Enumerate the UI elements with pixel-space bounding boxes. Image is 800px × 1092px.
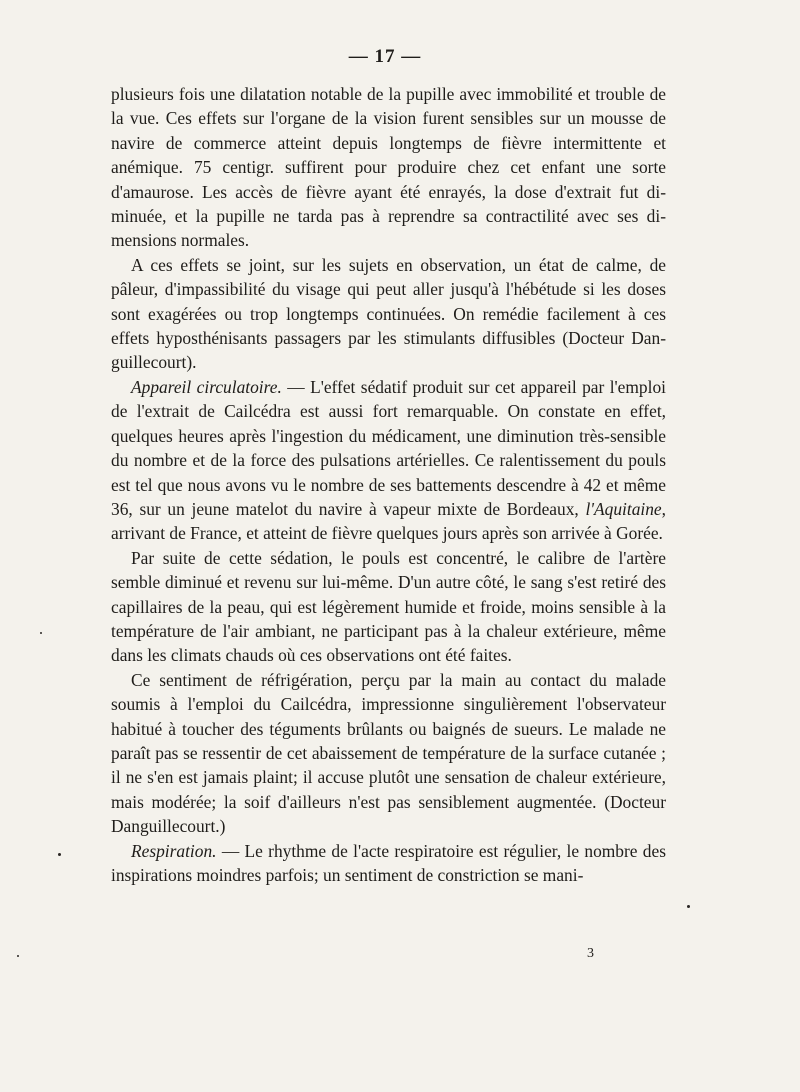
paragraph-respiration-text: — Le rhythme de l'acte respiratoire est régulier, le nombre des inspirations moindres parfois; un sentiment de constriction se mani- bbox=[111, 840, 666, 885]
page-number: — 17 — bbox=[348, 46, 422, 67]
paragraph-circulatory-text-end: , arrivant de France, et atteint de fièvre quelques jours après son arrivée à Gorée. bbox=[111, 498, 666, 544]
signature-mark: 3 bbox=[587, 946, 594, 961]
paper-speck bbox=[17, 955, 19, 957]
paragraph-circulatory-text: — L'effet sédatif produit sur cet appareil par l'emploi de l'extrait de Cailcédra est aussi fort remarquable. On constate en effet, quelques heures après l'ingestion du médicament, une diminution très-sensible du nombre et de la force des pulsations artérielles. Ce ralentissement du pouls est tel que nous avons vu le nombre de ses battements descendre à 42 et même 36, sur un jeune matelot du navire à vapeur mixte de Bordeaux, bbox=[111, 376, 666, 519]
paragraph-sedation: Par suite de cette sédation, le pouls est concentré, le calibre de l'artère semble diminué et revenu sur lui-même. D'un autre côté, le sang s'est retiré des capillaires de la peau, qui est légèrement humide et froide, moins sensible à la température de l'air ambiant, ne participant pas à la chaleur extérieure, même dans les climats chauds où ces observations ont été faites. bbox=[111, 547, 666, 666]
paper-speck bbox=[40, 632, 42, 634]
section-heading-respiration: Respiration. bbox=[131, 840, 217, 861]
section-heading-circulatory: Appareil circulatoire. bbox=[131, 376, 282, 397]
paragraph-respiration bbox=[111, 839, 666, 888]
paragraph-continuation: plusieurs fois une dilatation notable de la pupille avec immobilité et trouble de la vue. Ces effets sur l'organe de la vision furent sensibles sur un mousse de navire de commerce atteint depuis longtemps de fièvre intermittente et anémique. 75 centigr. suffirent pour produire chez cet enfant une sorte d'amaurose. Les accès de fièvre ayant été enrayés, la dose d'extrait fut diminuée, et la pupille ne tarda pas à reprendre sa contractilité avec ses dimensions normales. bbox=[111, 84, 666, 251]
paragraph-calm-effects: A ces effets se joint, sur les sujets en observation, un état de calme, de pâleur, d'impassibilité du visage qui peut aller jusqu'à l'hébétude si les doses sont exagérées ou trop longtemps continuées. On remédie facilement à ces effets hyposthénisants passagers par les stimulants diffusibles (Docteur Danguillecourt). bbox=[111, 254, 666, 373]
paper-speck bbox=[58, 853, 61, 856]
paragraph-refrigeration: Ce sentiment de réfrigération, perçu par la main au contact du malade soumis à l'emploi du Cailcédra, impressionne singulièrement l'observateur habitué à toucher des téguments brûlants ou baignés de sueurs. Le malade ne paraît pas se ressentir de cet abaissement de température de la surface cutanée ; il ne s'en est jamais plaint; il accuse plutôt une sensation de chaleur extérieure, mais modérée; la soif d'ailleurs n'est pas sensiblement augmentée. (Docteur Danguillecourt.) bbox=[111, 669, 666, 837]
paper-speck bbox=[687, 905, 690, 908]
body-text bbox=[111, 82, 666, 887]
paragraph-circulatory bbox=[111, 375, 666, 546]
ship-name: l'Aquitaine bbox=[585, 498, 662, 519]
